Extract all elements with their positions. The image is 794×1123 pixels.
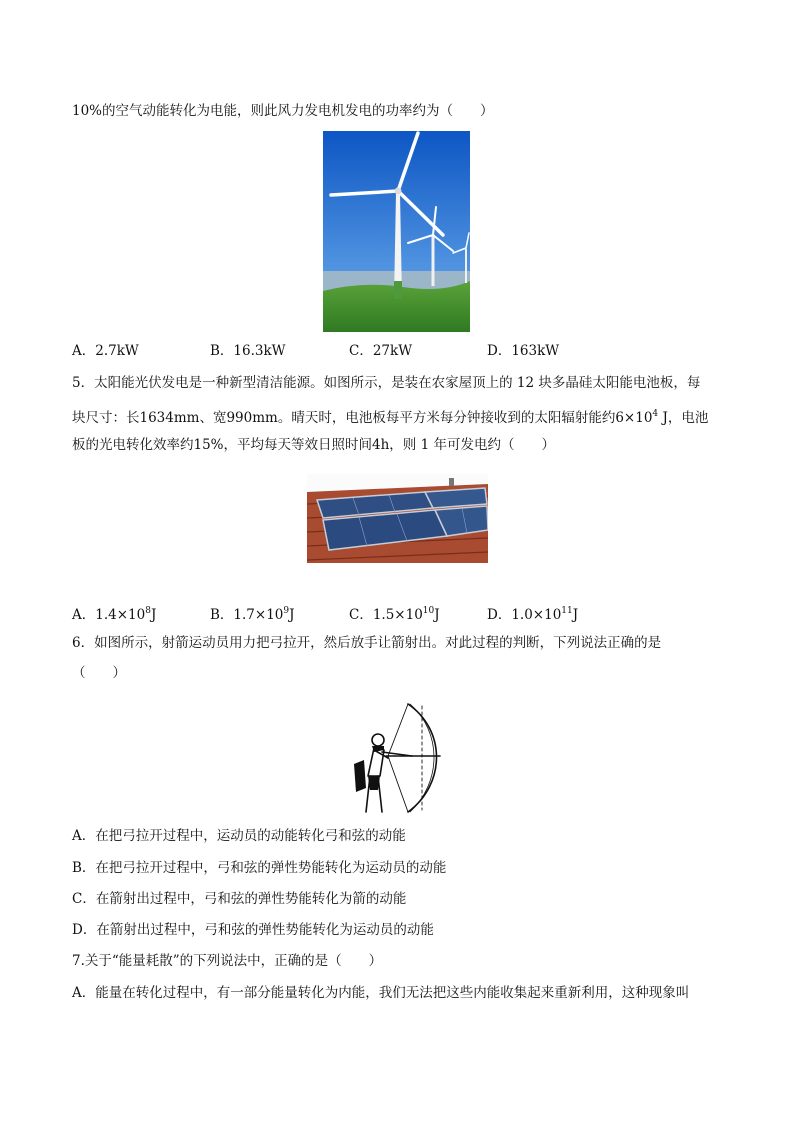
q4-option-d: D．163kW bbox=[487, 343, 560, 359]
q6-option-c: C．在箭射出过程中，弓和弦的弹性势能转化为箭的动能 bbox=[72, 891, 407, 907]
q5-option-c-exp: 10 bbox=[422, 606, 435, 616]
q5-stem-line1: 5．太阳能光伏发电是一种新型清洁能源。如图所示，是装在农家屋顶上的 12 块多晶硅太阳能电池板，每 bbox=[72, 375, 701, 391]
q6-option-a: A．在把弓拉开过程中，运动员的动能转化弓和弦的动能 bbox=[72, 828, 406, 844]
q4-stem-tail: 10%的空气动能转化为电能，则此风力发电机发电的功率约为（ ） bbox=[72, 103, 494, 119]
solar-panel-photo bbox=[307, 474, 488, 563]
q7-option-a: A．能量在转化过程中，有一部分能量转化为内能，我们无法把这些内能收集起来重新利用，这种现象叫 bbox=[72, 985, 690, 1001]
q5-option-c bbox=[349, 601, 440, 625]
q5-option-a-exp: 8 bbox=[145, 606, 151, 616]
q7-stem: 7.关于“能量耗散”的下列说法中，正确的是（ ） bbox=[72, 953, 383, 969]
q5-stem-line3: 板的光电转化效率约15%，平均每天等效日照时间4h，则 1 年可发电约（ ） bbox=[72, 437, 555, 453]
q5-option-b-exp: 9 bbox=[283, 606, 290, 616]
q6-option-b: B．在把弓拉开过程中，弓和弦的弹性势能转化为运动员的动能 bbox=[72, 860, 447, 876]
q5-line2-tail: J，电池 bbox=[658, 410, 709, 426]
q5-stem-line2 bbox=[72, 404, 708, 428]
q5-option-d-base: D．1.0×10 bbox=[487, 607, 562, 623]
q5-option-c-base: C．1.5×10 bbox=[349, 607, 423, 623]
q5-option-d-exp: 11 bbox=[561, 606, 573, 616]
q6-option-d: D．在箭射出过程中，弓和弦的弹性势能转化为运动员的动能 bbox=[72, 922, 434, 938]
q5-option-b bbox=[210, 601, 295, 625]
archer-drawing bbox=[350, 700, 444, 814]
wind-turbine-photo bbox=[323, 131, 470, 332]
q4-option-c: C．27kW bbox=[349, 343, 413, 359]
q5-line2-exponent: 4 bbox=[652, 409, 659, 419]
q5-option-d bbox=[487, 601, 578, 625]
q5-option-a bbox=[72, 601, 156, 625]
q5-option-b-base: B．1.7×10 bbox=[210, 607, 284, 623]
q5-option-b-unit: J bbox=[289, 607, 295, 623]
q4-option-a: A．2.7kW bbox=[72, 343, 139, 359]
q5-option-d-unit: J bbox=[572, 607, 579, 623]
q6-stem-line2: （ ） bbox=[72, 665, 126, 681]
q4-option-b: B．16.3kW bbox=[210, 343, 286, 359]
q5-option-a-base: A．1.4×10 bbox=[72, 607, 146, 623]
q6-stem-line1: 6．如图所示，射箭运动员用力把弓拉开，然后放手让箭射出。对此过程的判断，下列说法正确的是 bbox=[72, 635, 662, 651]
q5-option-c-unit: J bbox=[434, 607, 440, 623]
q5-line2-text: 块尺寸：长1634mm、宽990mm。晴天时，电池板每平方米每分钟接收到的太阳辐射能约6×10 bbox=[72, 410, 653, 426]
q5-option-a-unit: J bbox=[150, 607, 157, 623]
